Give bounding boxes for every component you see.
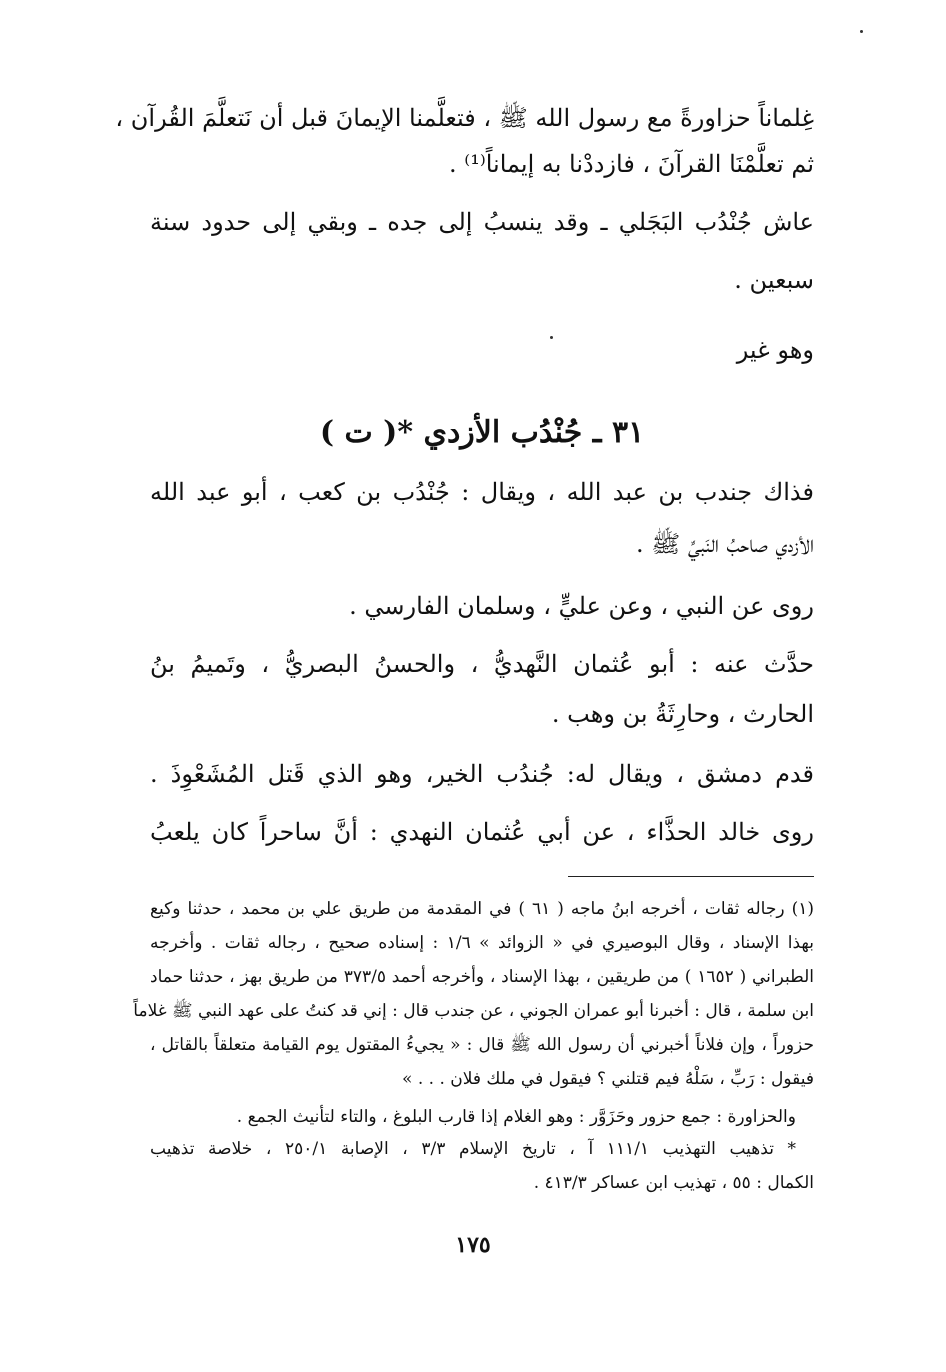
footnote-separator xyxy=(568,876,814,877)
body-line: فذاك جندب بن عبد الله ، ويقال : جُنْدُب بن كعب ، أبو عبد الله xyxy=(150,478,814,506)
body-line: حدَّث عنه : أبو عُثمان النَّهديُّ ، والحسنُ البصريُّ ، وتَميمُ بنُ xyxy=(150,650,814,678)
scan-speck xyxy=(860,30,863,33)
body-line: روى عن النبي ، وعن عليٍّ ، وسلمان الفارسي . xyxy=(349,592,814,620)
body-line: غِلماناً حزاورةً مع رسول الله ﷺ ، فتعلَّمنا الإيمانَ قبل أن نَتعلَّمَ القُرآن ، xyxy=(115,104,814,132)
footnote-line: الطبراني ( ١٦٥٢ ) من طريقين ، بهذا الإسناد ، وأخرجه أحمد ٣٧٣/٥ من طريق بهز ، حدثنا حماد xyxy=(150,967,814,987)
body-line: الحارث ، وحارِثَةُ بن وهب . xyxy=(551,700,814,728)
body-line: قدم دمشق ، ويقال له: جُندُب الخير، وهو الذي قَتل المُشَعْوِذَ . xyxy=(150,760,814,788)
footnote-line: حزوراً ، وإن فلاناً أخبرني أن رسول الله ﷺ قال : « يجيءُ المقتول يوم القيامة متعلقاً بالقاتل ، xyxy=(150,1035,814,1055)
body-line: روى خالد الحذَّاء ، عن أبي عُثمان النهدي : أنَّ ساحراً كان يلعبُ xyxy=(150,818,814,846)
scan-speck xyxy=(550,336,553,339)
footnote-line: بهذا الإسناد ، وقال البوصيري في « الزوائد » ١/٦ : إسناده صحيح ، رجاله ثقات . وأخرجه xyxy=(150,933,815,953)
body-line: الأزدي صاحبُ النَبيِّ ﷺ . xyxy=(636,530,814,558)
body-line: سبعين . xyxy=(734,266,814,294)
body-line: ثم تعلَّمْنَا القرآنَ ، فازددْنا به إيماناً⁽¹⁾ . xyxy=(449,150,814,178)
footnote-line: * تذهيب التهذيب ١١١/١ آ ، تاريخ الإسلام ٣/٣ ، الإصابة ٢٥٠/١ ، خلاصة تذهيب xyxy=(150,1139,797,1159)
entry-heading: ٣١ ـ جُنْدُب الأزدي *( ت ) xyxy=(319,415,645,450)
footnote-line: ابن سلمة ، قال : أخبرنا أبو عمران الجوني ، عن جندب قال : إني قد كنتُ على عهد النبي ﷺ غلاماً xyxy=(133,1001,814,1021)
footnote-line: والحزاورة : جمع حزور وحَزَوَّر : وهو الغلام إذا قارب البلوغ ، والتاء لتأنيث الجمع . xyxy=(236,1107,796,1127)
body-line: وهو غير xyxy=(736,336,814,364)
body-line: عاش جُنْدُب البَجَلي ـ وقد ينسبُ إلى جده ـ وبقي إلى حدود سنة xyxy=(150,208,814,236)
footnote-line: فيقول : رَبِّ ، سَلْهُ فيم قتلني ؟ فيقول في ملك فلان . . . » xyxy=(402,1069,814,1089)
footnote-line: (١) رجاله ثقات ، أخرجه ابنُ ماجه ( ٦١ ) في المقدمة من طريق علي بن محمد ، حدثنا وكيع xyxy=(150,899,814,919)
footnote-line: الكمال : ٥٥ ، تهذيب ابن عساكر ٤١٣/٣ . xyxy=(533,1173,814,1193)
page-number: ١٧٥ xyxy=(455,1232,491,1258)
